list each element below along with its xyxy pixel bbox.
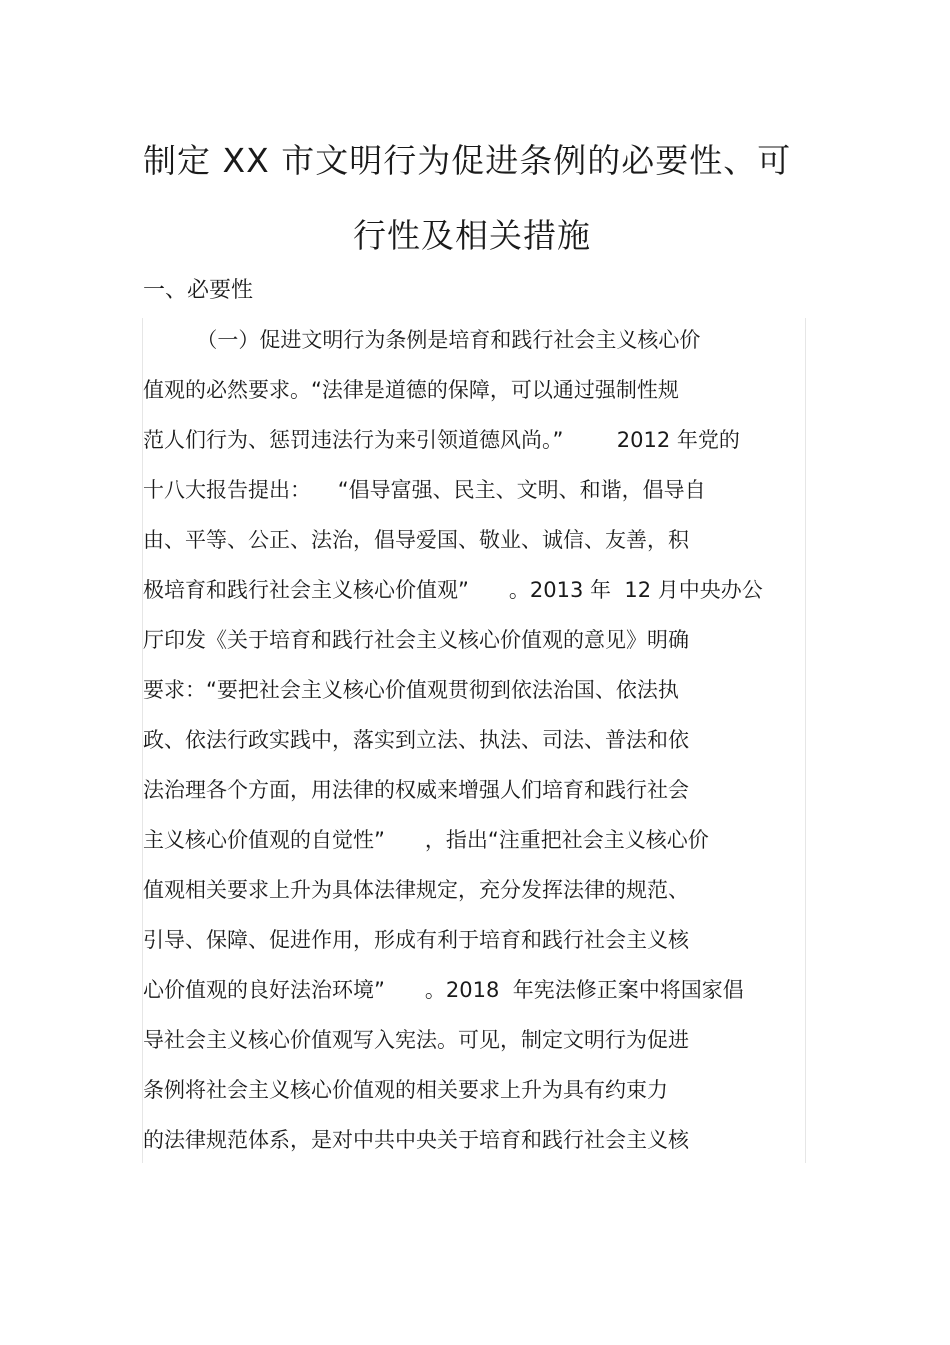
paragraph-line-2: 值观的必然要求。“法律是道德的保障，可以通过强制性规 [143, 378, 679, 402]
paragraph-line-7: 厅印发《关于培育和践行社会主义核心价值观的意见》明确 [143, 628, 689, 652]
document-title-line-2: 行性及相关措施 [353, 216, 591, 255]
paragraph-line-1: （一）促进文明行为条例是培育和践行社会主义核心价 [143, 328, 701, 352]
section-heading: 一、必要性 [143, 278, 254, 303]
paragraph-line-9: 政、依法行政实践中，落实到立法、执法、司法、普法和依 [143, 728, 689, 752]
paragraph-line-14: 心价值观的良好法治环境” 。2018 年宪法修正案中将国家倡 [143, 978, 744, 1002]
paragraph-line-6: 极培育和践行社会主义核心价值观” 。2013 年 12 月中央办公 [143, 578, 763, 602]
paragraph-line-16: 条例将社会主义核心价值观的相关要求上升为具有约束力 [143, 1078, 668, 1102]
paragraph-line-13: 引导、保障、促进作用，形成有利于培育和践行社会主义核 [143, 928, 689, 952]
paragraph-line-4: 十八大报告提出： “倡导富强、民主、文明、和谐，倡导自 [143, 478, 706, 502]
paragraph-line-11: 主义核心价值观的自觉性” ，指出“注重把社会主义核心价 [143, 828, 709, 852]
paragraph-line-3: 范人们行为、惩罚违法行为来引领道德风尚。” 2012 年党的 [143, 428, 740, 452]
paragraph-line-17: 的法律规范体系，是对中共中央关于培育和践行社会主义核 [143, 1128, 689, 1152]
paragraph-line-8: 要求：“要把社会主义核心价值观贯彻到依法治国、依法执 [143, 678, 679, 702]
paragraph-line-5: 由、平等、公正、法治，倡导爱国、敬业、诚信、友善，积 [143, 528, 689, 552]
paragraph-line-15: 导社会主义核心价值观写入宪法。可见，制定文明行为促进 [143, 1028, 689, 1052]
paragraph-line-10: 法治理各个方面，用法律的权威来增强人们培育和践行社会 [143, 778, 689, 802]
paragraph-line-12: 值观相关要求上升为具体法律规定，充分发挥法律的规范、 [143, 878, 689, 902]
document-title-line-1: 制定 XX 市文明行为促进条例的必要性、可 [143, 141, 792, 180]
